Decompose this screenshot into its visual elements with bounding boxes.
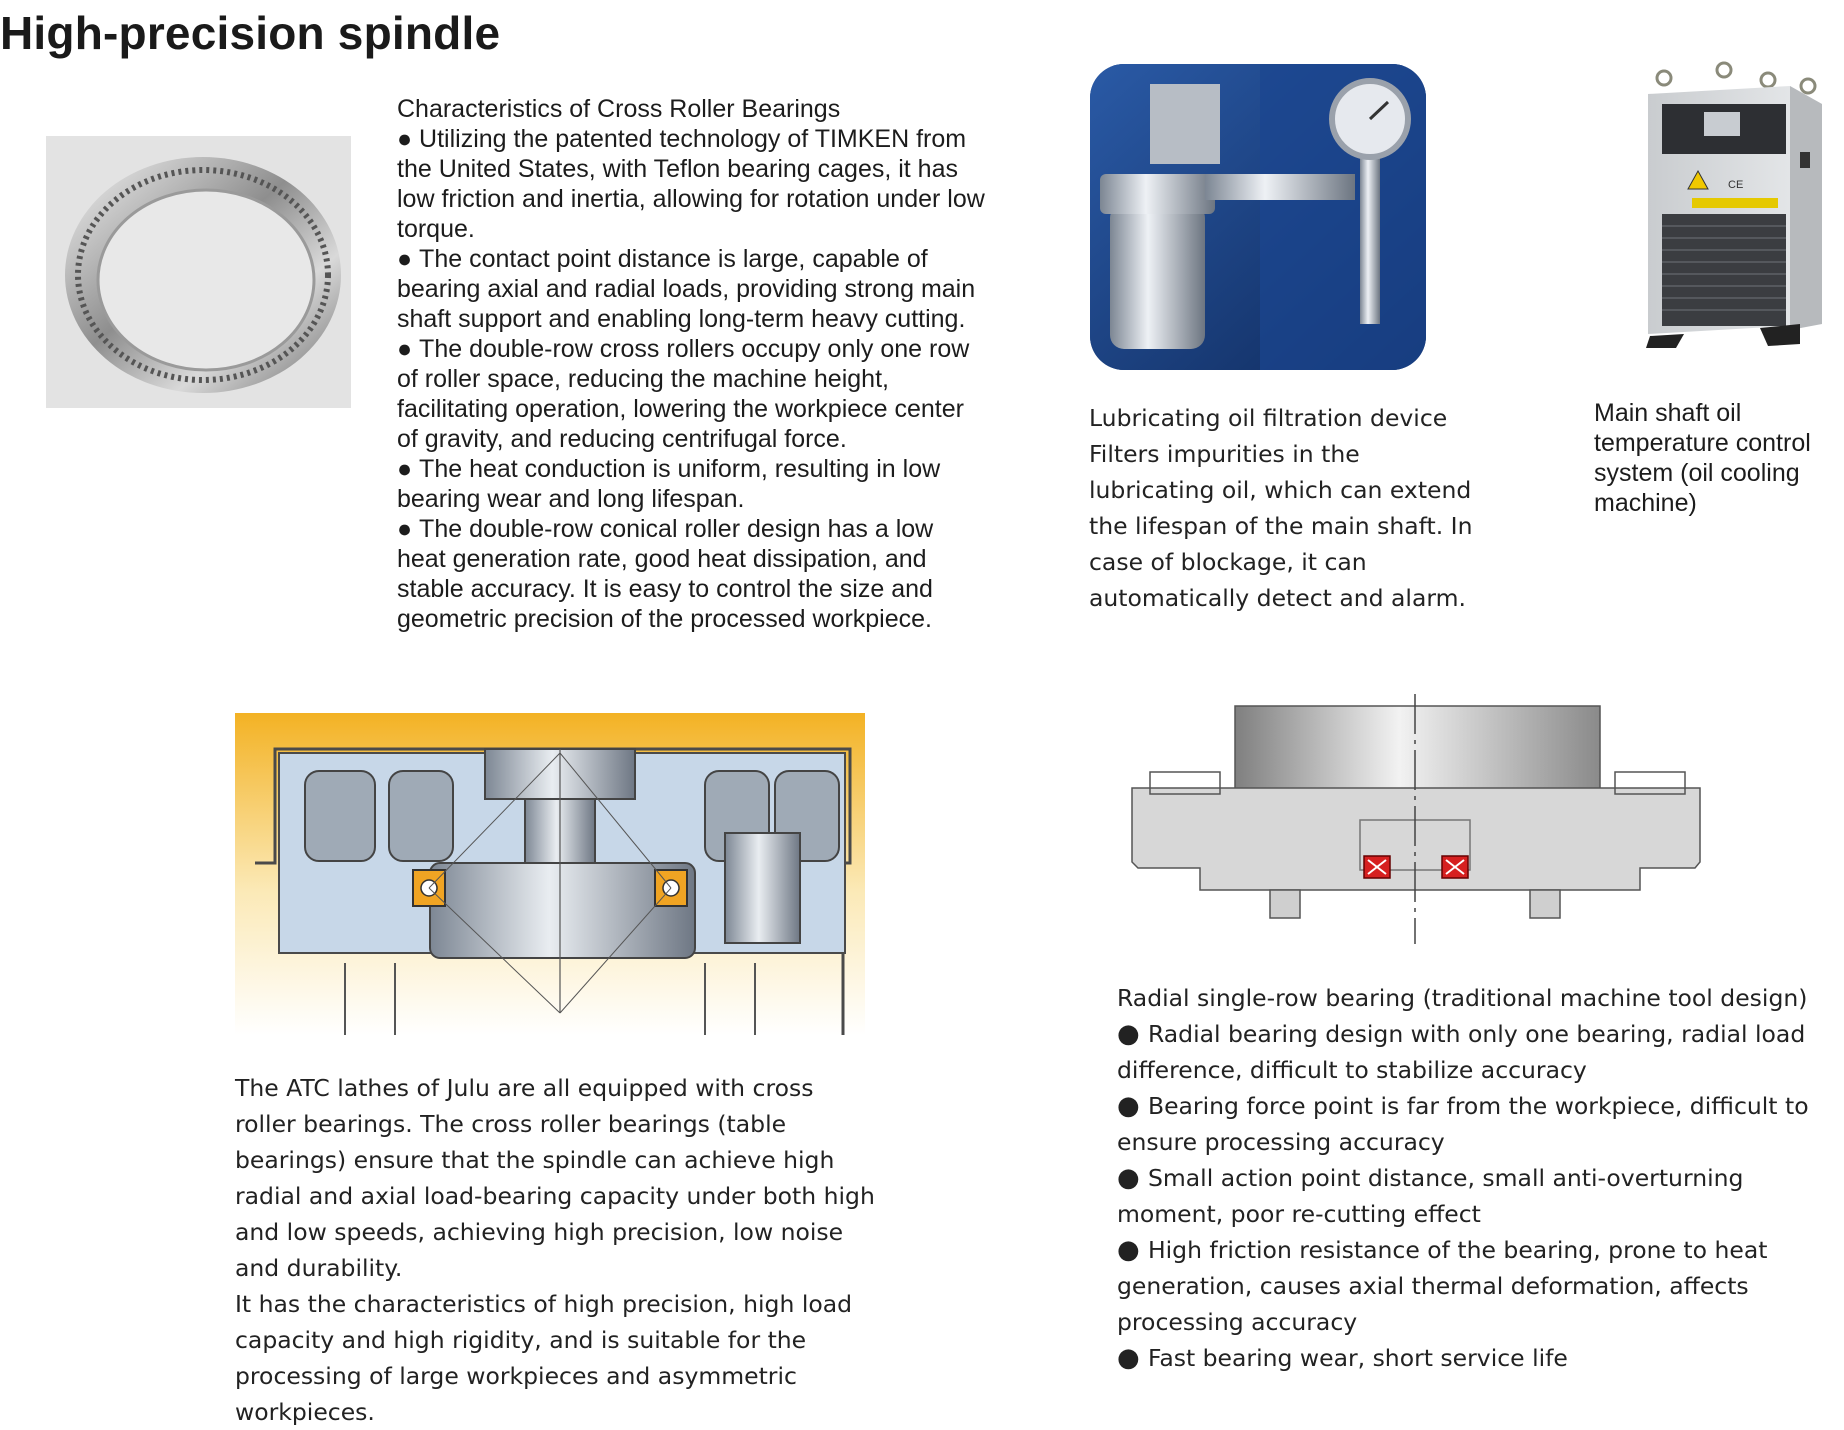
atc-section	[235, 1070, 875, 1430]
atc-paragraph-1: The ATC lathes of Julu are all equipped with cross roller bearings. The cross roller bearings (table bearings) ensure that the spindle can achieve high radial and axial load-bearing capacity under both high and low speeds, achieving high precision, low noise and durability.	[235, 1074, 875, 1282]
page-title: High-precision spindle	[0, 7, 501, 59]
radial-bullet: ● Bearing force point is far from the workpiece, difficult to ensure processing accuracy	[1117, 1088, 1817, 1160]
filtration-section	[1089, 400, 1489, 616]
radial-bullet: ● Small action point distance, small anti-overturning moment, poor re-cutting effect	[1117, 1160, 1817, 1232]
radial-bullet: ● High friction resistance of the bearing, prone to heat generation, causes axial thermal deformation, affects processing accuracy	[1117, 1232, 1817, 1340]
radial-bullet: ● Radial bearing design with only one bearing, radial load difference, difficult to stabilize accuracy	[1117, 1016, 1817, 1088]
cooling-caption: Main shaft oil temperature control system (oil cooling machine)	[1594, 399, 1811, 517]
radial-section	[1117, 980, 1817, 1376]
radial-title: Radial single-row bearing (traditional machine tool design)	[1117, 984, 1808, 1012]
cross-roller-section	[397, 94, 987, 634]
cross-roller-bearing-photo	[46, 136, 351, 408]
cross-roller-heading: Characteristics of Cross Roller Bearings	[397, 95, 841, 123]
radial-bearing-diagram	[1110, 692, 1720, 952]
filtration-title: Lubricating oil filtration device	[1089, 404, 1448, 432]
oil-cooling-machine-photo	[1640, 56, 1830, 356]
cross-roller-bullet: ● The double-row conical roller design has a low heat generation rate, good heat dissipation, and stable accuracy. It is easy to control the size and geometric precision of the processed workpiece.	[397, 514, 987, 634]
filtration-body: Filters impurities in the lubricating oil, which can extend the lifespan of the main shaft. In case of blockage, it can automatically detect and alarm.	[1089, 440, 1473, 612]
cross-roller-bullet: ● The contact point distance is large, capable of bearing axial and radial loads, providing strong main shaft support and enabling long-term heavy cutting.	[397, 244, 987, 334]
ce-mark: CE	[1728, 179, 1744, 191]
cross-roller-bullet: ● Utilizing the patented technology of TIMKEN from the United States, with Teflon bearing cages, it has low friction and inertia, allowing for rotation under low torque.	[397, 124, 987, 244]
spindle-cross-section-diagram	[235, 713, 865, 1035]
atc-paragraph-2: It has the characteristics of high precision, high load capacity and high rigidity, and is suitable for the processing of large workpieces and asymmetric workpieces.	[235, 1290, 853, 1426]
radial-bullet: ● Fast bearing wear, short service life	[1117, 1340, 1817, 1376]
cross-roller-bullet: ● The double-row cross rollers occupy only one row of roller space, reducing the machine height, facilitating operation, lowering the workpiece center of gravity, and reducing centrifugal force.	[397, 334, 987, 454]
oil-filter-photo	[1090, 64, 1426, 370]
cross-roller-bullet: ● The heat conduction is uniform, resulting in low bearing wear and long lifespan.	[397, 454, 987, 514]
